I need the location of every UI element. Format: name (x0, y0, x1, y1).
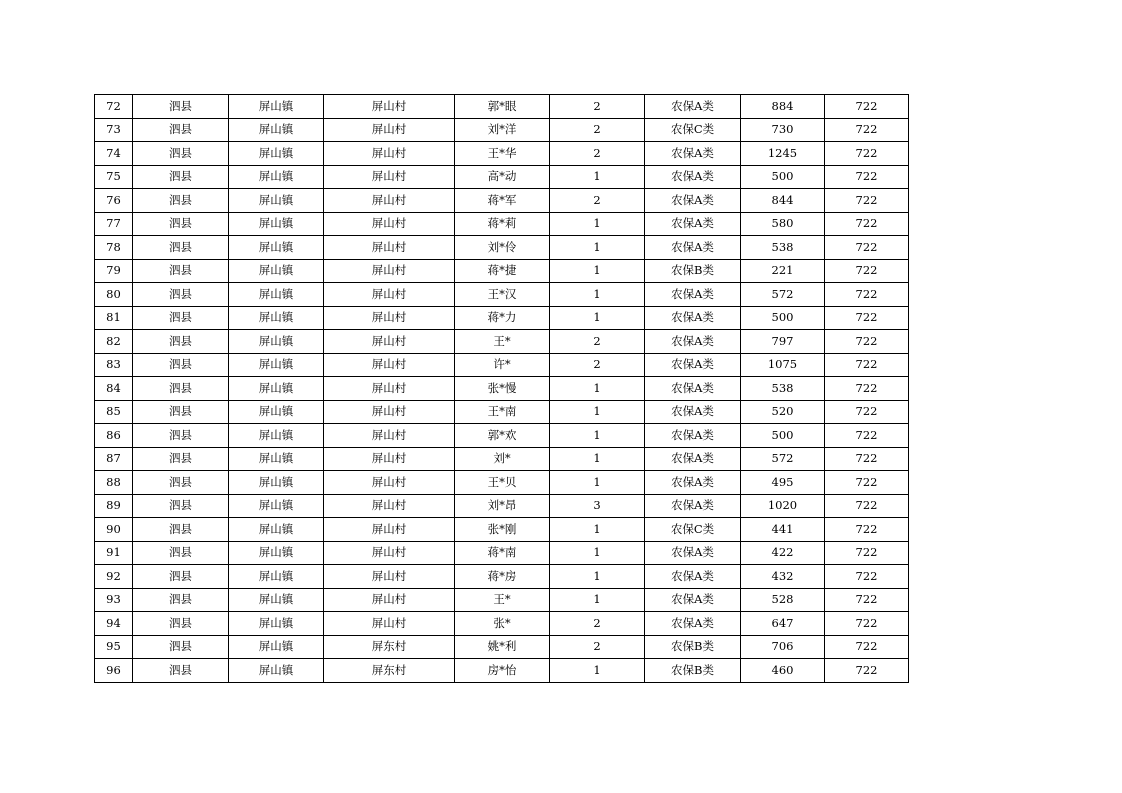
amount-cell: 580 (741, 212, 825, 236)
insurance-type-cell: 农保A类 (645, 165, 741, 189)
village-cell: 屏山村 (324, 118, 455, 142)
row-number-cell: 94 (95, 612, 133, 636)
county-cell: 泗县 (133, 447, 229, 471)
village-cell: 屏山村 (324, 518, 455, 542)
table-row (95, 588, 909, 612)
standard-cell: 722 (825, 212, 909, 236)
row-number-cell: 79 (95, 259, 133, 283)
standard-cell: 722 (825, 565, 909, 589)
row-number-cell: 91 (95, 541, 133, 565)
row-number-cell: 83 (95, 353, 133, 377)
amount-cell: 844 (741, 189, 825, 213)
name-cell: 王*贝 (455, 471, 550, 495)
county-cell: 泗县 (133, 259, 229, 283)
village-cell: 屏山村 (324, 142, 455, 166)
household-size-cell: 1 (550, 424, 645, 448)
name-cell: 刘*洋 (455, 118, 550, 142)
row-number-cell: 78 (95, 236, 133, 260)
standard-cell: 722 (825, 259, 909, 283)
town-cell: 屏山镇 (229, 330, 324, 354)
town-cell: 屏山镇 (229, 471, 324, 495)
amount-cell: 884 (741, 95, 825, 119)
town-cell: 屏山镇 (229, 424, 324, 448)
amount-cell: 572 (741, 447, 825, 471)
village-cell: 屏山村 (324, 424, 455, 448)
amount-cell: 730 (741, 118, 825, 142)
amount-cell: 500 (741, 165, 825, 189)
county-cell: 泗县 (133, 400, 229, 424)
insurance-type-cell: 农保A类 (645, 471, 741, 495)
amount-cell: 572 (741, 283, 825, 307)
row-number-cell: 75 (95, 165, 133, 189)
insurance-type-cell: 农保A类 (645, 494, 741, 518)
amount-cell: 706 (741, 635, 825, 659)
row-number-cell: 93 (95, 588, 133, 612)
insurance-type-cell: 农保B类 (645, 259, 741, 283)
town-cell: 屏山镇 (229, 588, 324, 612)
standard-cell: 722 (825, 330, 909, 354)
county-cell: 泗县 (133, 659, 229, 683)
name-cell: 蒋*房 (455, 565, 550, 589)
town-cell: 屏山镇 (229, 142, 324, 166)
row-number-cell: 81 (95, 306, 133, 330)
row-number-cell: 85 (95, 400, 133, 424)
town-cell: 屏山镇 (229, 659, 324, 683)
town-cell: 屏山镇 (229, 165, 324, 189)
town-cell: 屏山镇 (229, 447, 324, 471)
household-size-cell: 3 (550, 494, 645, 518)
table-row (95, 236, 909, 260)
village-cell: 屏山村 (324, 306, 455, 330)
insurance-type-cell: 农保C类 (645, 518, 741, 542)
standard-cell: 722 (825, 471, 909, 495)
standard-cell: 722 (825, 588, 909, 612)
county-cell: 泗县 (133, 588, 229, 612)
town-cell: 屏山镇 (229, 400, 324, 424)
household-size-cell: 1 (550, 212, 645, 236)
name-cell: 蒋*军 (455, 189, 550, 213)
table-body (95, 95, 909, 683)
village-cell: 屏山村 (324, 283, 455, 307)
village-cell: 屏山村 (324, 471, 455, 495)
insurance-type-cell: 农保A类 (645, 236, 741, 260)
household-size-cell: 2 (550, 353, 645, 377)
row-number-cell: 90 (95, 518, 133, 542)
amount-cell: 528 (741, 588, 825, 612)
table-row (95, 565, 909, 589)
town-cell: 屏山镇 (229, 283, 324, 307)
amount-cell: 520 (741, 400, 825, 424)
county-cell: 泗县 (133, 424, 229, 448)
village-cell: 屏山村 (324, 494, 455, 518)
village-cell: 屏山村 (324, 95, 455, 119)
town-cell: 屏山镇 (229, 635, 324, 659)
name-cell: 王* (455, 588, 550, 612)
household-size-cell: 1 (550, 659, 645, 683)
table-row (95, 165, 909, 189)
standard-cell: 722 (825, 541, 909, 565)
beneficiary-table (94, 94, 909, 683)
household-size-cell: 1 (550, 471, 645, 495)
town-cell: 屏山镇 (229, 565, 324, 589)
county-cell: 泗县 (133, 330, 229, 354)
standard-cell: 722 (825, 95, 909, 119)
town-cell: 屏山镇 (229, 353, 324, 377)
town-cell: 屏山镇 (229, 306, 324, 330)
insurance-type-cell: 农保A类 (645, 541, 741, 565)
insurance-type-cell: 农保A类 (645, 330, 741, 354)
name-cell: 刘* (455, 447, 550, 471)
name-cell: 王* (455, 330, 550, 354)
standard-cell: 722 (825, 118, 909, 142)
county-cell: 泗县 (133, 283, 229, 307)
table-row (95, 212, 909, 236)
county-cell: 泗县 (133, 471, 229, 495)
row-number-cell: 96 (95, 659, 133, 683)
row-number-cell: 82 (95, 330, 133, 354)
household-size-cell: 2 (550, 635, 645, 659)
standard-cell: 722 (825, 189, 909, 213)
household-size-cell: 1 (550, 400, 645, 424)
row-number-cell: 88 (95, 471, 133, 495)
village-cell: 屏山村 (324, 259, 455, 283)
table-row (95, 118, 909, 142)
county-cell: 泗县 (133, 377, 229, 401)
table-row (95, 95, 909, 119)
county-cell: 泗县 (133, 353, 229, 377)
village-cell: 屏东村 (324, 635, 455, 659)
name-cell: 房*怡 (455, 659, 550, 683)
row-number-cell: 76 (95, 189, 133, 213)
amount-cell: 500 (741, 306, 825, 330)
table-row (95, 189, 909, 213)
village-cell: 屏山村 (324, 588, 455, 612)
insurance-type-cell: 农保A类 (645, 283, 741, 307)
village-cell: 屏山村 (324, 236, 455, 260)
table-row (95, 377, 909, 401)
name-cell: 蒋*莉 (455, 212, 550, 236)
name-cell: 王*南 (455, 400, 550, 424)
village-cell: 屏山村 (324, 400, 455, 424)
amount-cell: 1075 (741, 353, 825, 377)
village-cell: 屏山村 (324, 189, 455, 213)
name-cell: 蒋*力 (455, 306, 550, 330)
household-size-cell: 1 (550, 377, 645, 401)
table-row (95, 635, 909, 659)
insurance-type-cell: 农保A类 (645, 95, 741, 119)
table-row (95, 518, 909, 542)
insurance-type-cell: 农保A类 (645, 588, 741, 612)
table-row (95, 353, 909, 377)
table-row (95, 494, 909, 518)
standard-cell: 722 (825, 142, 909, 166)
name-cell: 刘*伶 (455, 236, 550, 260)
table-row (95, 541, 909, 565)
amount-cell: 460 (741, 659, 825, 683)
village-cell: 屏山村 (324, 165, 455, 189)
insurance-type-cell: 农保A类 (645, 565, 741, 589)
row-number-cell: 74 (95, 142, 133, 166)
name-cell: 王*华 (455, 142, 550, 166)
village-cell: 屏山村 (324, 565, 455, 589)
county-cell: 泗县 (133, 142, 229, 166)
table-row (95, 424, 909, 448)
amount-cell: 647 (741, 612, 825, 636)
name-cell: 张* (455, 612, 550, 636)
household-size-cell: 1 (550, 588, 645, 612)
table-row (95, 283, 909, 307)
standard-cell: 722 (825, 612, 909, 636)
county-cell: 泗县 (133, 494, 229, 518)
insurance-type-cell: 农保A类 (645, 447, 741, 471)
village-cell: 屏山村 (324, 377, 455, 401)
town-cell: 屏山镇 (229, 189, 324, 213)
town-cell: 屏山镇 (229, 377, 324, 401)
insurance-type-cell: 农保A类 (645, 189, 741, 213)
amount-cell: 797 (741, 330, 825, 354)
household-size-cell: 1 (550, 306, 645, 330)
county-cell: 泗县 (133, 635, 229, 659)
household-size-cell: 2 (550, 95, 645, 119)
standard-cell: 722 (825, 353, 909, 377)
amount-cell: 1245 (741, 142, 825, 166)
amount-cell: 500 (741, 424, 825, 448)
insurance-type-cell: 农保A类 (645, 377, 741, 401)
table-row (95, 447, 909, 471)
county-cell: 泗县 (133, 612, 229, 636)
county-cell: 泗县 (133, 165, 229, 189)
insurance-type-cell: 农保B类 (645, 635, 741, 659)
town-cell: 屏山镇 (229, 95, 324, 119)
household-size-cell: 2 (550, 118, 645, 142)
household-size-cell: 1 (550, 236, 645, 260)
village-cell: 屏山村 (324, 353, 455, 377)
name-cell: 高*动 (455, 165, 550, 189)
village-cell: 屏山村 (324, 541, 455, 565)
insurance-type-cell: 农保A类 (645, 212, 741, 236)
insurance-type-cell: 农保A类 (645, 612, 741, 636)
table-row (95, 306, 909, 330)
town-cell: 屏山镇 (229, 541, 324, 565)
row-number-cell: 77 (95, 212, 133, 236)
insurance-type-cell: 农保A类 (645, 306, 741, 330)
row-number-cell: 89 (95, 494, 133, 518)
village-cell: 屏山村 (324, 447, 455, 471)
name-cell: 姚*利 (455, 635, 550, 659)
county-cell: 泗县 (133, 95, 229, 119)
table-row (95, 142, 909, 166)
insurance-type-cell: 农保B类 (645, 659, 741, 683)
village-cell: 屏山村 (324, 612, 455, 636)
name-cell: 蒋*捷 (455, 259, 550, 283)
insurance-type-cell: 农保A类 (645, 142, 741, 166)
county-cell: 泗县 (133, 189, 229, 213)
standard-cell: 722 (825, 635, 909, 659)
row-number-cell: 84 (95, 377, 133, 401)
table-row (95, 612, 909, 636)
county-cell: 泗县 (133, 541, 229, 565)
county-cell: 泗县 (133, 212, 229, 236)
village-cell: 屏山村 (324, 330, 455, 354)
name-cell: 张*刚 (455, 518, 550, 542)
county-cell: 泗县 (133, 118, 229, 142)
county-cell: 泗县 (133, 236, 229, 260)
table-row (95, 659, 909, 683)
table-row (95, 330, 909, 354)
insurance-type-cell: 农保C类 (645, 118, 741, 142)
name-cell: 蒋*南 (455, 541, 550, 565)
name-cell: 郭*欢 (455, 424, 550, 448)
town-cell: 屏山镇 (229, 518, 324, 542)
household-size-cell: 1 (550, 259, 645, 283)
standard-cell: 722 (825, 236, 909, 260)
household-size-cell: 1 (550, 565, 645, 589)
town-cell: 屏山镇 (229, 212, 324, 236)
household-size-cell: 2 (550, 612, 645, 636)
town-cell: 屏山镇 (229, 494, 324, 518)
household-size-cell: 1 (550, 283, 645, 307)
town-cell: 屏山镇 (229, 259, 324, 283)
standard-cell: 722 (825, 377, 909, 401)
standard-cell: 722 (825, 400, 909, 424)
table-row (95, 259, 909, 283)
row-number-cell: 86 (95, 424, 133, 448)
standard-cell: 722 (825, 306, 909, 330)
household-size-cell: 1 (550, 541, 645, 565)
row-number-cell: 73 (95, 118, 133, 142)
name-cell: 张*慢 (455, 377, 550, 401)
household-size-cell: 1 (550, 165, 645, 189)
insurance-type-cell: 农保A类 (645, 400, 741, 424)
amount-cell: 422 (741, 541, 825, 565)
row-number-cell: 87 (95, 447, 133, 471)
row-number-cell: 80 (95, 283, 133, 307)
standard-cell: 722 (825, 659, 909, 683)
household-size-cell: 2 (550, 142, 645, 166)
row-number-cell: 72 (95, 95, 133, 119)
household-size-cell: 2 (550, 189, 645, 213)
table-row (95, 471, 909, 495)
name-cell: 许* (455, 353, 550, 377)
town-cell: 屏山镇 (229, 118, 324, 142)
county-cell: 泗县 (133, 518, 229, 542)
standard-cell: 722 (825, 494, 909, 518)
village-cell: 屏东村 (324, 659, 455, 683)
standard-cell: 722 (825, 518, 909, 542)
row-number-cell: 92 (95, 565, 133, 589)
amount-cell: 221 (741, 259, 825, 283)
standard-cell: 722 (825, 165, 909, 189)
name-cell: 郭*眼 (455, 95, 550, 119)
standard-cell: 722 (825, 424, 909, 448)
amount-cell: 432 (741, 565, 825, 589)
row-number-cell: 95 (95, 635, 133, 659)
name-cell: 刘*昂 (455, 494, 550, 518)
household-size-cell: 1 (550, 518, 645, 542)
amount-cell: 538 (741, 236, 825, 260)
table-row (95, 400, 909, 424)
amount-cell: 495 (741, 471, 825, 495)
insurance-type-cell: 农保A类 (645, 353, 741, 377)
amount-cell: 1020 (741, 494, 825, 518)
standard-cell: 722 (825, 283, 909, 307)
village-cell: 屏山村 (324, 212, 455, 236)
household-size-cell: 1 (550, 447, 645, 471)
town-cell: 屏山镇 (229, 612, 324, 636)
amount-cell: 538 (741, 377, 825, 401)
name-cell: 王*汉 (455, 283, 550, 307)
household-size-cell: 2 (550, 330, 645, 354)
standard-cell: 722 (825, 447, 909, 471)
county-cell: 泗县 (133, 565, 229, 589)
town-cell: 屏山镇 (229, 236, 324, 260)
insurance-type-cell: 农保A类 (645, 424, 741, 448)
county-cell: 泗县 (133, 306, 229, 330)
amount-cell: 441 (741, 518, 825, 542)
